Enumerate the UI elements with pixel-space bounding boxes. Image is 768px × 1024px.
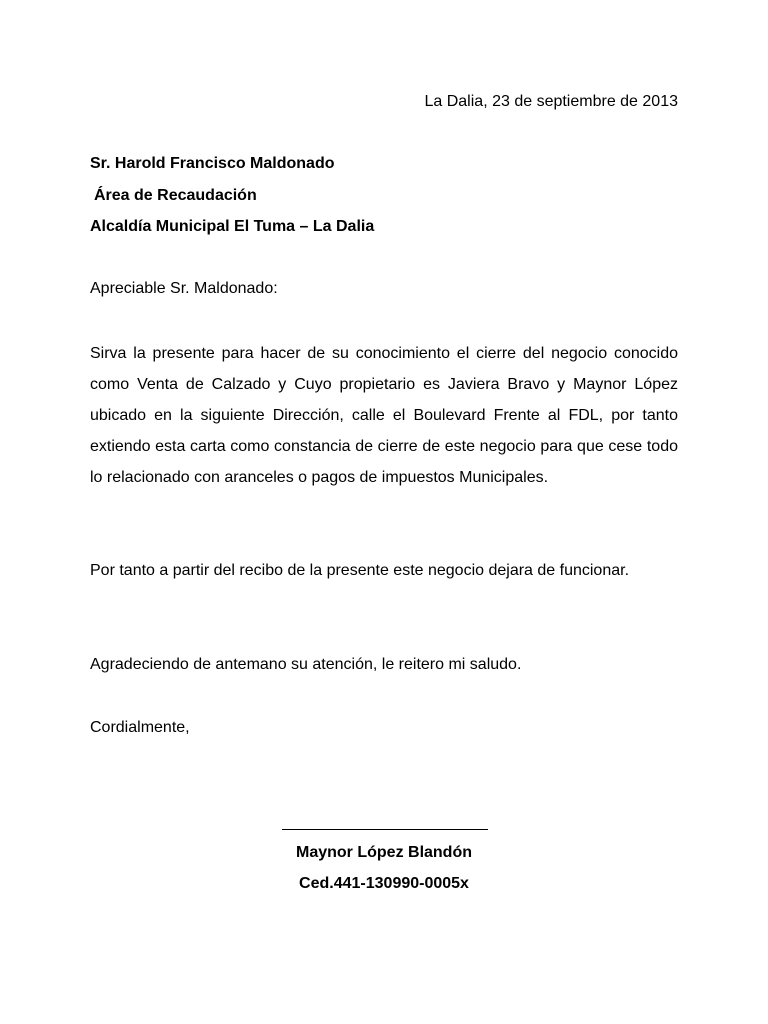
recipient-institution: Alcaldía Municipal El Tuma – La Dalia	[90, 218, 375, 235]
closing: Cordialmente,	[90, 719, 190, 736]
signature-id: Ced.441-130990-0005x	[299, 875, 469, 892]
signature-name: Maynor López Blandón	[296, 844, 472, 861]
body-paragraph-1: Sirva la presente para hacer de su conocimiento el cierre del negocio conocido como Venta de Calzado y Cuyo propietario es Javiera Bravo y Maynor López ubicado en la siguiente Dirección, calle el Boulevard Frente al FDL, por tanto extiendo esta carta como constancia de cierre de este negocio para que cese todo lo relacionado con aranceles o pagos de impuestos Municipales.	[90, 345, 678, 486]
signature-line	[282, 829, 488, 830]
recipient-department: Área de Recaudación	[94, 187, 257, 204]
salutation: Apreciable Sr. Maldonado:	[90, 280, 278, 297]
body-paragraph-3: Agradeciendo de antemano su atención, le reitero mi saludo.	[90, 656, 522, 673]
body-paragraph-2: Por tanto a partir del recibo de la presente este negocio dejara de funcionar.	[90, 562, 630, 579]
recipient-name: Sr. Harold Francisco Maldonado	[90, 155, 335, 172]
letter-date: La Dalia, 23 de septiembre de 2013	[424, 93, 678, 110]
